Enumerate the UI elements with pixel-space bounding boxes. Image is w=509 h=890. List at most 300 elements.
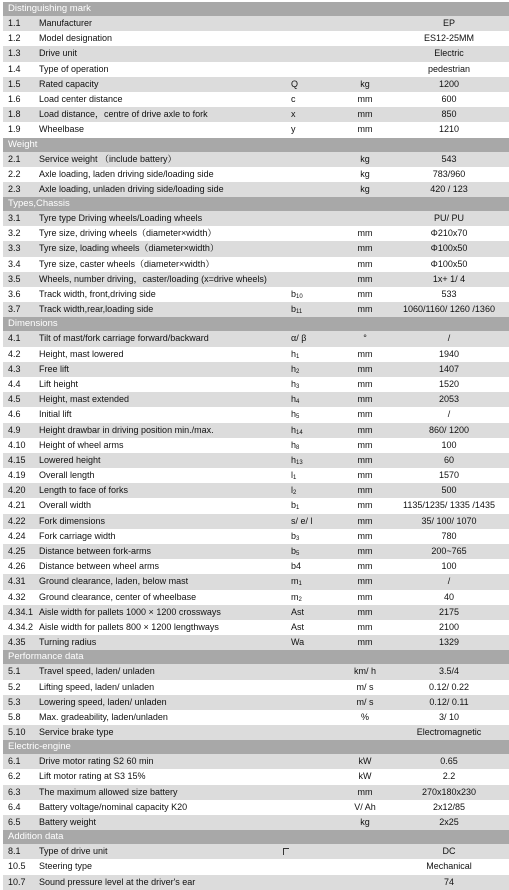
spec-unit — [339, 680, 391, 695]
spec-number-text: 3.2 — [8, 228, 21, 239]
spec-symbol — [291, 302, 331, 320]
spec-unit — [339, 152, 391, 167]
section-header: Addition data — [3, 830, 509, 844]
spec-description-text: Sound pressure level at the driver's ear — [39, 876, 196, 887]
spec-unit-text: kg — [360, 817, 370, 827]
spec-value-text: Φ100x50 — [430, 243, 468, 254]
spec-number-text: 1.9 — [8, 124, 21, 135]
spec-value — [389, 559, 509, 574]
spec-unit-text: mm — [357, 348, 373, 359]
spec-symbol-text: Wa — [291, 637, 305, 648]
spec-value-text: 860/ 1200 — [428, 424, 470, 435]
spec-number — [8, 620, 38, 635]
spec-value-text: Mechanical — [426, 861, 472, 872]
spec-row — [3, 257, 509, 272]
spec-symbol — [291, 122, 331, 137]
spec-number — [8, 377, 38, 392]
spec-description-text: Model designation — [39, 33, 113, 44]
spec-number-text: 4.5 — [8, 394, 21, 405]
spec-description — [39, 859, 297, 874]
section-header: Weight — [3, 138, 509, 152]
spec-unit-text: mm — [357, 591, 373, 602]
spec-value — [389, 46, 509, 61]
spec-unit — [339, 107, 391, 122]
spec-number-text: 4.32 — [8, 591, 26, 602]
spec-symbol — [291, 92, 331, 107]
spec-description-text: Lowering speed, laden/ unladen — [39, 696, 167, 707]
spec-description-text: Service brake type — [39, 727, 114, 738]
spec-number-text: 3.4 — [8, 258, 21, 269]
spec-row — [3, 800, 509, 815]
spec-symbol-subscript: 1 — [296, 353, 300, 360]
spec-description-text: Lift motor rating at S3 15% — [39, 771, 146, 782]
spec-unit-text: mm — [357, 424, 373, 435]
spec-value — [389, 272, 509, 287]
spec-number — [8, 241, 38, 256]
spec-unit — [339, 559, 391, 574]
spec-unit — [339, 182, 391, 197]
spec-number-text: 4.24 — [8, 530, 26, 541]
spec-value — [389, 695, 509, 710]
spec-number — [8, 514, 38, 529]
spec-unit-text: km/ h — [353, 666, 376, 677]
spec-unit — [339, 754, 391, 769]
spec-symbol-text: α/ β — [291, 333, 307, 344]
spec-symbol-text: b — [291, 546, 297, 556]
spec-row — [3, 226, 509, 241]
spec-unit — [339, 605, 391, 620]
spec-description — [39, 574, 297, 589]
spec-description — [39, 725, 297, 740]
spec-symbol-subscript: 1 — [296, 505, 300, 512]
spec-description-text: The maximum allowed size battery — [39, 786, 178, 797]
spec-description-text: Wheels, number driving，caster/loading (x=drive wheels) — [39, 273, 267, 284]
spec-value — [389, 875, 509, 890]
spec-value-text: DC — [442, 846, 456, 857]
spec-unit — [339, 664, 391, 679]
spec-number — [8, 815, 38, 830]
spec-value-text: Electromagnetic — [416, 727, 482, 738]
spec-symbol-subscript: 4 — [296, 399, 300, 406]
spec-symbol — [291, 635, 331, 650]
spec-unit — [339, 635, 391, 650]
spec-number — [8, 635, 38, 650]
spec-description-text: Height drawbar in driving position min./max. — [39, 424, 214, 435]
spec-unit-text: mm — [357, 304, 373, 315]
spec-value — [389, 800, 509, 815]
spec-symbol-subscript: 13 — [296, 459, 303, 466]
spec-number — [8, 498, 38, 513]
spec-symbol-text: Ast — [291, 621, 305, 632]
spec-description-text: Battery voltage/nominal capacity K20 — [39, 801, 188, 812]
spec-number — [8, 800, 38, 815]
spec-value-text: 500 — [441, 485, 457, 496]
spec-row — [3, 16, 509, 31]
spec-number-text: 8.1 — [8, 846, 21, 857]
spec-number — [8, 331, 38, 346]
spec-value-text: / — [447, 409, 451, 420]
spec-value — [389, 498, 509, 513]
spec-description — [39, 182, 297, 197]
spec-row — [3, 605, 509, 620]
spec-description-text: Load center distance — [39, 93, 123, 104]
spec-unit-text: ° — [363, 333, 367, 344]
spec-row — [3, 544, 509, 559]
spec-description — [39, 122, 297, 137]
spec-unit-text: kg — [360, 153, 370, 164]
spec-row — [3, 754, 509, 769]
spec-number — [8, 544, 38, 559]
spec-value-text: 35/ 100/ 1070 — [421, 515, 477, 526]
spec-unit-text: kW — [358, 756, 372, 767]
spec-description — [39, 438, 300, 453]
spec-value-text: Φ210x70 — [430, 228, 468, 239]
spec-symbol-text: x — [291, 109, 296, 120]
spec-description — [39, 544, 300, 559]
spec-number-text: 5.2 — [8, 681, 21, 692]
spec-description — [39, 226, 297, 241]
spec-value — [389, 590, 509, 605]
spec-description-text: Length to face of forks — [39, 485, 129, 496]
spec-value — [389, 107, 509, 122]
spec-number — [8, 62, 38, 77]
spec-value — [389, 392, 509, 407]
spec-description — [39, 815, 297, 830]
spec-number-text: 4.35 — [8, 637, 26, 648]
spec-number-text: 4.26 — [8, 561, 26, 572]
spec-value-text: 1940 — [438, 348, 460, 359]
spec-unit — [339, 407, 391, 422]
spec-value-text: 1570 — [438, 470, 460, 481]
spec-value — [389, 754, 509, 769]
spec-number — [8, 77, 38, 92]
spec-value — [389, 680, 509, 695]
spec-description-text: Lift height — [39, 378, 79, 389]
spec-value — [389, 438, 509, 453]
spec-description — [39, 559, 297, 574]
spec-value — [389, 167, 509, 182]
section-header: Performance data — [3, 650, 509, 664]
spec-row — [3, 302, 509, 317]
spec-sheet — [3, 2, 509, 890]
spec-value-text: 1135/1235/ 1335 /1435 — [403, 500, 495, 511]
spec-unit-text: % — [360, 711, 369, 722]
spec-description-text: Rated capacity — [39, 78, 99, 89]
spec-value-text: 0.12/ 0.11 — [429, 696, 469, 707]
spec-number-text: 4.31 — [8, 576, 26, 587]
spec-description — [39, 844, 297, 859]
spec-value-text: 850 — [441, 109, 457, 120]
spec-unit-text: mm — [357, 500, 373, 511]
spec-description — [39, 590, 297, 605]
spec-symbol-text: y — [291, 124, 296, 135]
spec-description — [39, 635, 297, 650]
spec-value — [389, 710, 509, 725]
spec-description-text: Tilt of mast/fork carriage forward/backward — [39, 333, 209, 344]
section-header: Distinguishing mark — [3, 2, 509, 16]
spec-row — [3, 710, 509, 725]
spec-row — [3, 769, 509, 784]
spec-description-text: Tyre size, caster wheels（diameter×width） — [39, 258, 215, 269]
spec-description-text: Axle loading, laden driving side/loading side — [39, 168, 214, 179]
spec-value — [389, 514, 509, 529]
spec-symbol — [291, 605, 331, 620]
spec-symbol-subscript: 1 — [298, 581, 302, 588]
spec-number — [8, 407, 38, 422]
spec-number-text: 4.6 — [8, 409, 21, 420]
spec-value-text: 100 — [441, 439, 457, 450]
spec-symbol-text: h — [291, 363, 297, 374]
spec-row — [3, 529, 509, 544]
spec-unit — [339, 468, 391, 483]
spec-number-text: 5.3 — [8, 696, 21, 707]
spec-value-text: 3.5/4 — [438, 666, 460, 677]
spec-description — [39, 92, 297, 107]
spec-unit — [339, 815, 391, 830]
spec-number — [8, 257, 38, 272]
spec-number-text: 10.5 — [8, 861, 26, 872]
spec-unit-text: mm — [357, 289, 373, 299]
spec-unit — [339, 377, 391, 392]
spec-row — [3, 287, 509, 302]
spec-number — [8, 107, 38, 122]
spec-row — [3, 875, 509, 890]
spec-description-text: Distance between wheel arms — [39, 561, 160, 572]
spec-value — [389, 769, 509, 784]
spec-number-text: 5.10 — [8, 727, 26, 738]
spec-symbol-text: Ast — [291, 606, 305, 617]
spec-unit — [339, 498, 391, 513]
spec-number — [8, 710, 38, 725]
spec-row — [3, 107, 509, 122]
spec-value-text: 200~765 — [431, 546, 467, 556]
spec-description-text: Fork carriage width — [39, 530, 116, 541]
spec-row — [3, 272, 509, 287]
spec-symbol-text: Q — [291, 78, 299, 89]
spec-symbol-subscript: 14 — [296, 429, 303, 436]
spec-value — [389, 226, 509, 241]
spec-number-text: 6.5 — [8, 817, 21, 827]
spec-description — [39, 514, 297, 529]
spec-value — [389, 407, 509, 422]
spec-value — [389, 483, 509, 498]
spec-row — [3, 680, 509, 695]
spec-symbol-subscript: 10 — [296, 294, 303, 300]
spec-number-text: 4.9 — [8, 424, 21, 435]
spec-symbol-text: h — [291, 348, 297, 359]
spec-number — [8, 769, 38, 784]
spec-number — [8, 302, 38, 317]
spec-value — [389, 605, 509, 620]
spec-value — [389, 257, 509, 272]
spec-unit — [339, 272, 391, 287]
spec-unit-text: mm — [357, 530, 373, 541]
spec-description — [39, 423, 297, 438]
spec-number — [8, 211, 38, 226]
spec-symbol-subscript: 3 — [296, 535, 300, 542]
spec-value — [389, 574, 509, 589]
spec-number — [8, 859, 38, 874]
spec-unit — [339, 362, 391, 377]
spec-value — [389, 16, 509, 31]
spec-row — [3, 92, 509, 107]
spec-unit-text: kg — [360, 183, 370, 194]
spec-unit — [339, 544, 391, 559]
section-header: Electric-engine — [3, 740, 509, 754]
spec-value-text: 1060/1160/ 1260 /1360 — [403, 304, 495, 315]
spec-number-text: 1.1 — [8, 18, 21, 28]
spec-value — [389, 92, 509, 107]
spec-row — [3, 77, 509, 92]
spec-value — [389, 211, 509, 226]
spec-description — [39, 377, 300, 392]
spec-row — [3, 122, 509, 137]
spec-unit-text: kg — [360, 168, 370, 179]
spec-unit-text: mm — [357, 561, 373, 572]
spec-number-text: 10.7 — [8, 876, 26, 887]
spec-row — [3, 182, 509, 197]
spec-value — [389, 544, 509, 559]
spec-unit-text: m/ s — [356, 696, 374, 707]
spec-unit-text: mm — [357, 515, 373, 526]
spec-unit-text: mm — [357, 109, 373, 120]
spec-description — [39, 331, 297, 346]
spec-unit — [339, 257, 391, 272]
spec-symbol-text: s/ e/ l — [291, 515, 313, 526]
spec-number — [8, 272, 38, 287]
spec-description — [39, 875, 297, 890]
spec-description-text: Lowered height — [39, 454, 101, 465]
spec-number-text: 6.1 — [8, 756, 21, 767]
spec-number — [8, 152, 38, 167]
spec-unit-text: kg — [360, 78, 370, 89]
spec-value-text: 0.12/ 0.22 — [428, 681, 470, 692]
spec-description-text: Service weight （include battery） — [39, 153, 177, 164]
spec-row — [3, 785, 509, 800]
spec-value-text: 2175 — [438, 606, 460, 617]
spec-number — [8, 559, 38, 574]
spec-number — [8, 483, 38, 498]
spec-number-text: 6.2 — [8, 771, 21, 782]
spec-value — [389, 453, 509, 468]
spec-unit — [339, 226, 391, 241]
spec-description-text: Distance between fork-arms — [39, 546, 152, 556]
spec-description-text: Tyre type Driving wheels/Loading wheels — [39, 213, 203, 224]
spec-symbol-text: l — [291, 485, 293, 496]
section-header: Dimensions — [3, 317, 509, 331]
spec-description — [39, 362, 300, 377]
spec-symbol-subscript: 2 — [296, 368, 300, 375]
spec-number-text: 4.4 — [8, 378, 21, 389]
spec-number — [8, 664, 38, 679]
spec-number-text: 5.1 — [8, 666, 21, 677]
spec-description-text: Tyre size, loading wheels（diameter×width） — [39, 243, 219, 254]
spec-description — [39, 392, 300, 407]
spec-value-text: 1210 — [438, 124, 460, 135]
spec-unit — [339, 438, 391, 453]
spec-unit — [339, 77, 391, 92]
spec-description — [39, 498, 300, 513]
spec-number-text: 4.15 — [8, 454, 26, 465]
spec-symbol-text: h — [291, 394, 297, 405]
spec-number — [8, 226, 38, 241]
spec-description — [39, 211, 297, 226]
spec-value-text: 2x25 — [439, 817, 459, 827]
spec-row — [3, 498, 509, 513]
spec-value-text: 74 — [443, 876, 454, 887]
spec-row — [3, 347, 509, 362]
spec-row — [3, 453, 509, 468]
spec-value-text: 270x180x230 — [421, 786, 477, 797]
spec-row — [3, 635, 509, 650]
spec-row — [3, 211, 509, 226]
spec-symbol-subscript: 3 — [296, 383, 300, 390]
spec-symbol — [291, 331, 331, 346]
spec-number-text: 4.34.2 — [8, 621, 34, 632]
spec-unit-text: mm — [357, 378, 373, 389]
spec-description — [39, 769, 297, 784]
spec-unit — [339, 122, 391, 137]
spec-description — [39, 468, 297, 483]
spec-value — [389, 529, 509, 544]
spec-unit-text: mm — [357, 124, 373, 135]
spec-description-text: Drive motor rating S2 60 min — [39, 756, 154, 767]
spec-description-text: Battery weight — [39, 817, 97, 827]
spec-description — [39, 680, 297, 695]
spec-value-text: 2100 — [438, 621, 460, 632]
spec-symbol-subscript: 11 — [296, 309, 303, 316]
spec-row — [3, 514, 509, 529]
corner-mark — [283, 848, 289, 855]
spec-number-text: 2.2 — [8, 168, 21, 179]
spec-unit-text: kW — [358, 771, 372, 782]
spec-symbol — [291, 107, 331, 122]
spec-value — [389, 785, 509, 800]
spec-symbol-text: m — [291, 591, 299, 602]
spec-number-text: 4.2 — [8, 348, 21, 359]
spec-unit — [339, 800, 391, 815]
spec-unit-text: mm — [357, 546, 373, 556]
spec-number-text: 1.2 — [8, 33, 21, 44]
spec-description-text: Type of drive unit — [39, 846, 108, 857]
spec-description — [39, 529, 300, 544]
spec-symbol-subscript: 2 — [293, 490, 297, 497]
spec-description — [39, 62, 297, 77]
spec-description-text: Turning radius — [39, 637, 97, 648]
spec-number — [8, 590, 38, 605]
spec-number-text: 1.8 — [8, 109, 21, 120]
spec-number — [8, 31, 38, 46]
spec-number-text: 4.1 — [8, 333, 21, 344]
spec-value-text: Electric — [434, 48, 464, 59]
spec-description — [39, 800, 297, 815]
spec-value — [389, 122, 509, 137]
section-header: Types,Chassis — [3, 197, 509, 211]
spec-value-text: 0.65 — [440, 756, 458, 767]
spec-value — [389, 302, 509, 317]
spec-unit — [339, 785, 391, 800]
spec-description — [39, 453, 297, 468]
spec-value — [389, 241, 509, 256]
spec-number — [8, 167, 38, 182]
spec-value — [389, 844, 509, 859]
spec-description — [39, 710, 297, 725]
spec-number-text: 1.5 — [8, 78, 21, 89]
spec-value-text: 2053 — [438, 394, 460, 405]
spec-number — [8, 122, 38, 137]
spec-description-text: Axle loading, unladen driving side/loading side — [39, 183, 224, 194]
spec-unit — [339, 590, 391, 605]
